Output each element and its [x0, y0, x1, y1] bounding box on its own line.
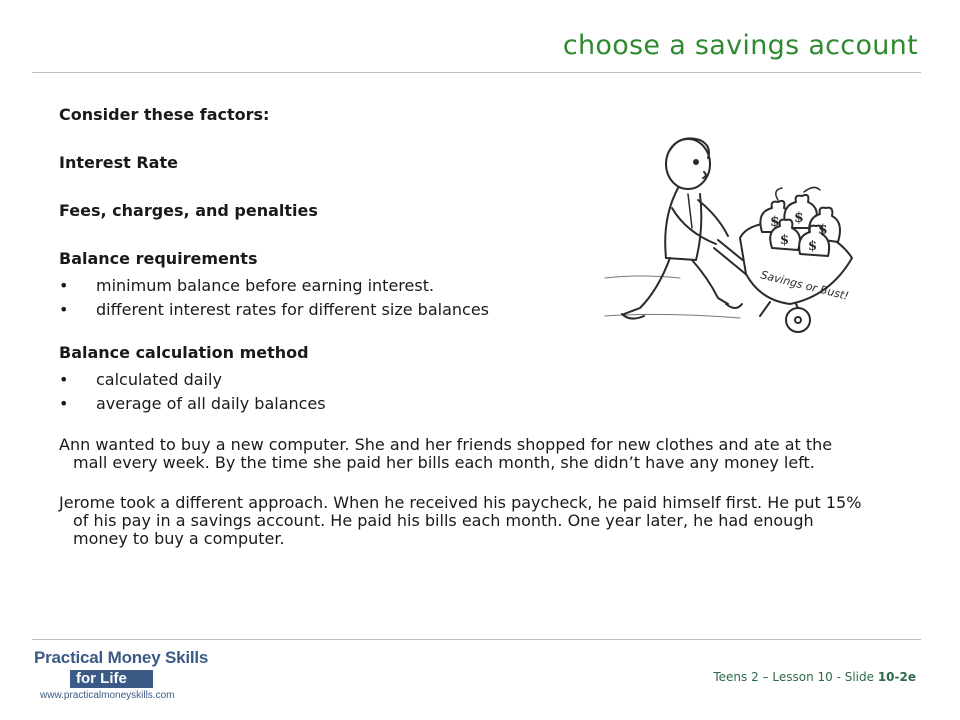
money-symbol: $: [780, 233, 790, 248]
footer-divider: [32, 639, 921, 640]
balance-requirements-heading: Balance requirements: [59, 249, 258, 268]
wheelbarrow-illustration: [600, 128, 870, 340]
footer-text: Teens 2 – Lesson 10 - Slide: [713, 670, 878, 684]
money-symbol: $: [818, 222, 828, 238]
bullet: •: [59, 300, 69, 319]
money-symbol: $: [808, 239, 818, 254]
slide-title: choose a savings account: [562, 30, 918, 61]
logo-url: www.practicalmoneyskills.com: [40, 690, 175, 701]
jerome-paragraph: Jerome took a different approach. When he received his paycheck, he paid himself first. He put 15% of his pay in a savings account. He paid his bills each month. One year later, he had enough money to buy a computer.: [59, 493, 862, 548]
list-item-text: average of all daily balances: [96, 394, 326, 413]
list-item: [59, 392, 859, 416]
interest-rate-heading: Interest Rate: [59, 153, 178, 172]
ann-paragraph: Ann wanted to buy a new computer. She and her friends shopped for new clothes and ate at the mall every week. By the time she paid her bills each month, she didn’t have any money left.: [59, 435, 833, 472]
list-item-text: different interest rates for different size balances: [96, 300, 489, 319]
list-item: [59, 368, 859, 392]
bullet: •: [59, 276, 69, 295]
money-symbol: $: [770, 214, 780, 230]
fees-heading: Fees, charges, and penalties: [59, 201, 318, 220]
list-item-text: calculated daily: [96, 370, 222, 389]
balance-calculation-heading: Balance calculation method: [59, 343, 309, 362]
bullet: •: [59, 370, 69, 389]
barrow-label: Savings or Bust!: [759, 268, 850, 303]
slide-footer: [713, 670, 916, 684]
bullet: •: [59, 394, 69, 413]
balance-calculation-list: [59, 368, 859, 416]
title-divider: [32, 72, 921, 73]
list-item-text: minimum balance before earning interest.: [96, 276, 435, 295]
brand-logo[interactable]: [34, 648, 209, 701]
logo-line1: Practical Money Skills: [34, 648, 209, 667]
intro-heading: Consider these factors:: [59, 105, 270, 124]
money-symbol: $: [794, 210, 804, 226]
logo-line2: for Life: [70, 670, 153, 688]
slide-number: 10-2e: [877, 670, 916, 684]
